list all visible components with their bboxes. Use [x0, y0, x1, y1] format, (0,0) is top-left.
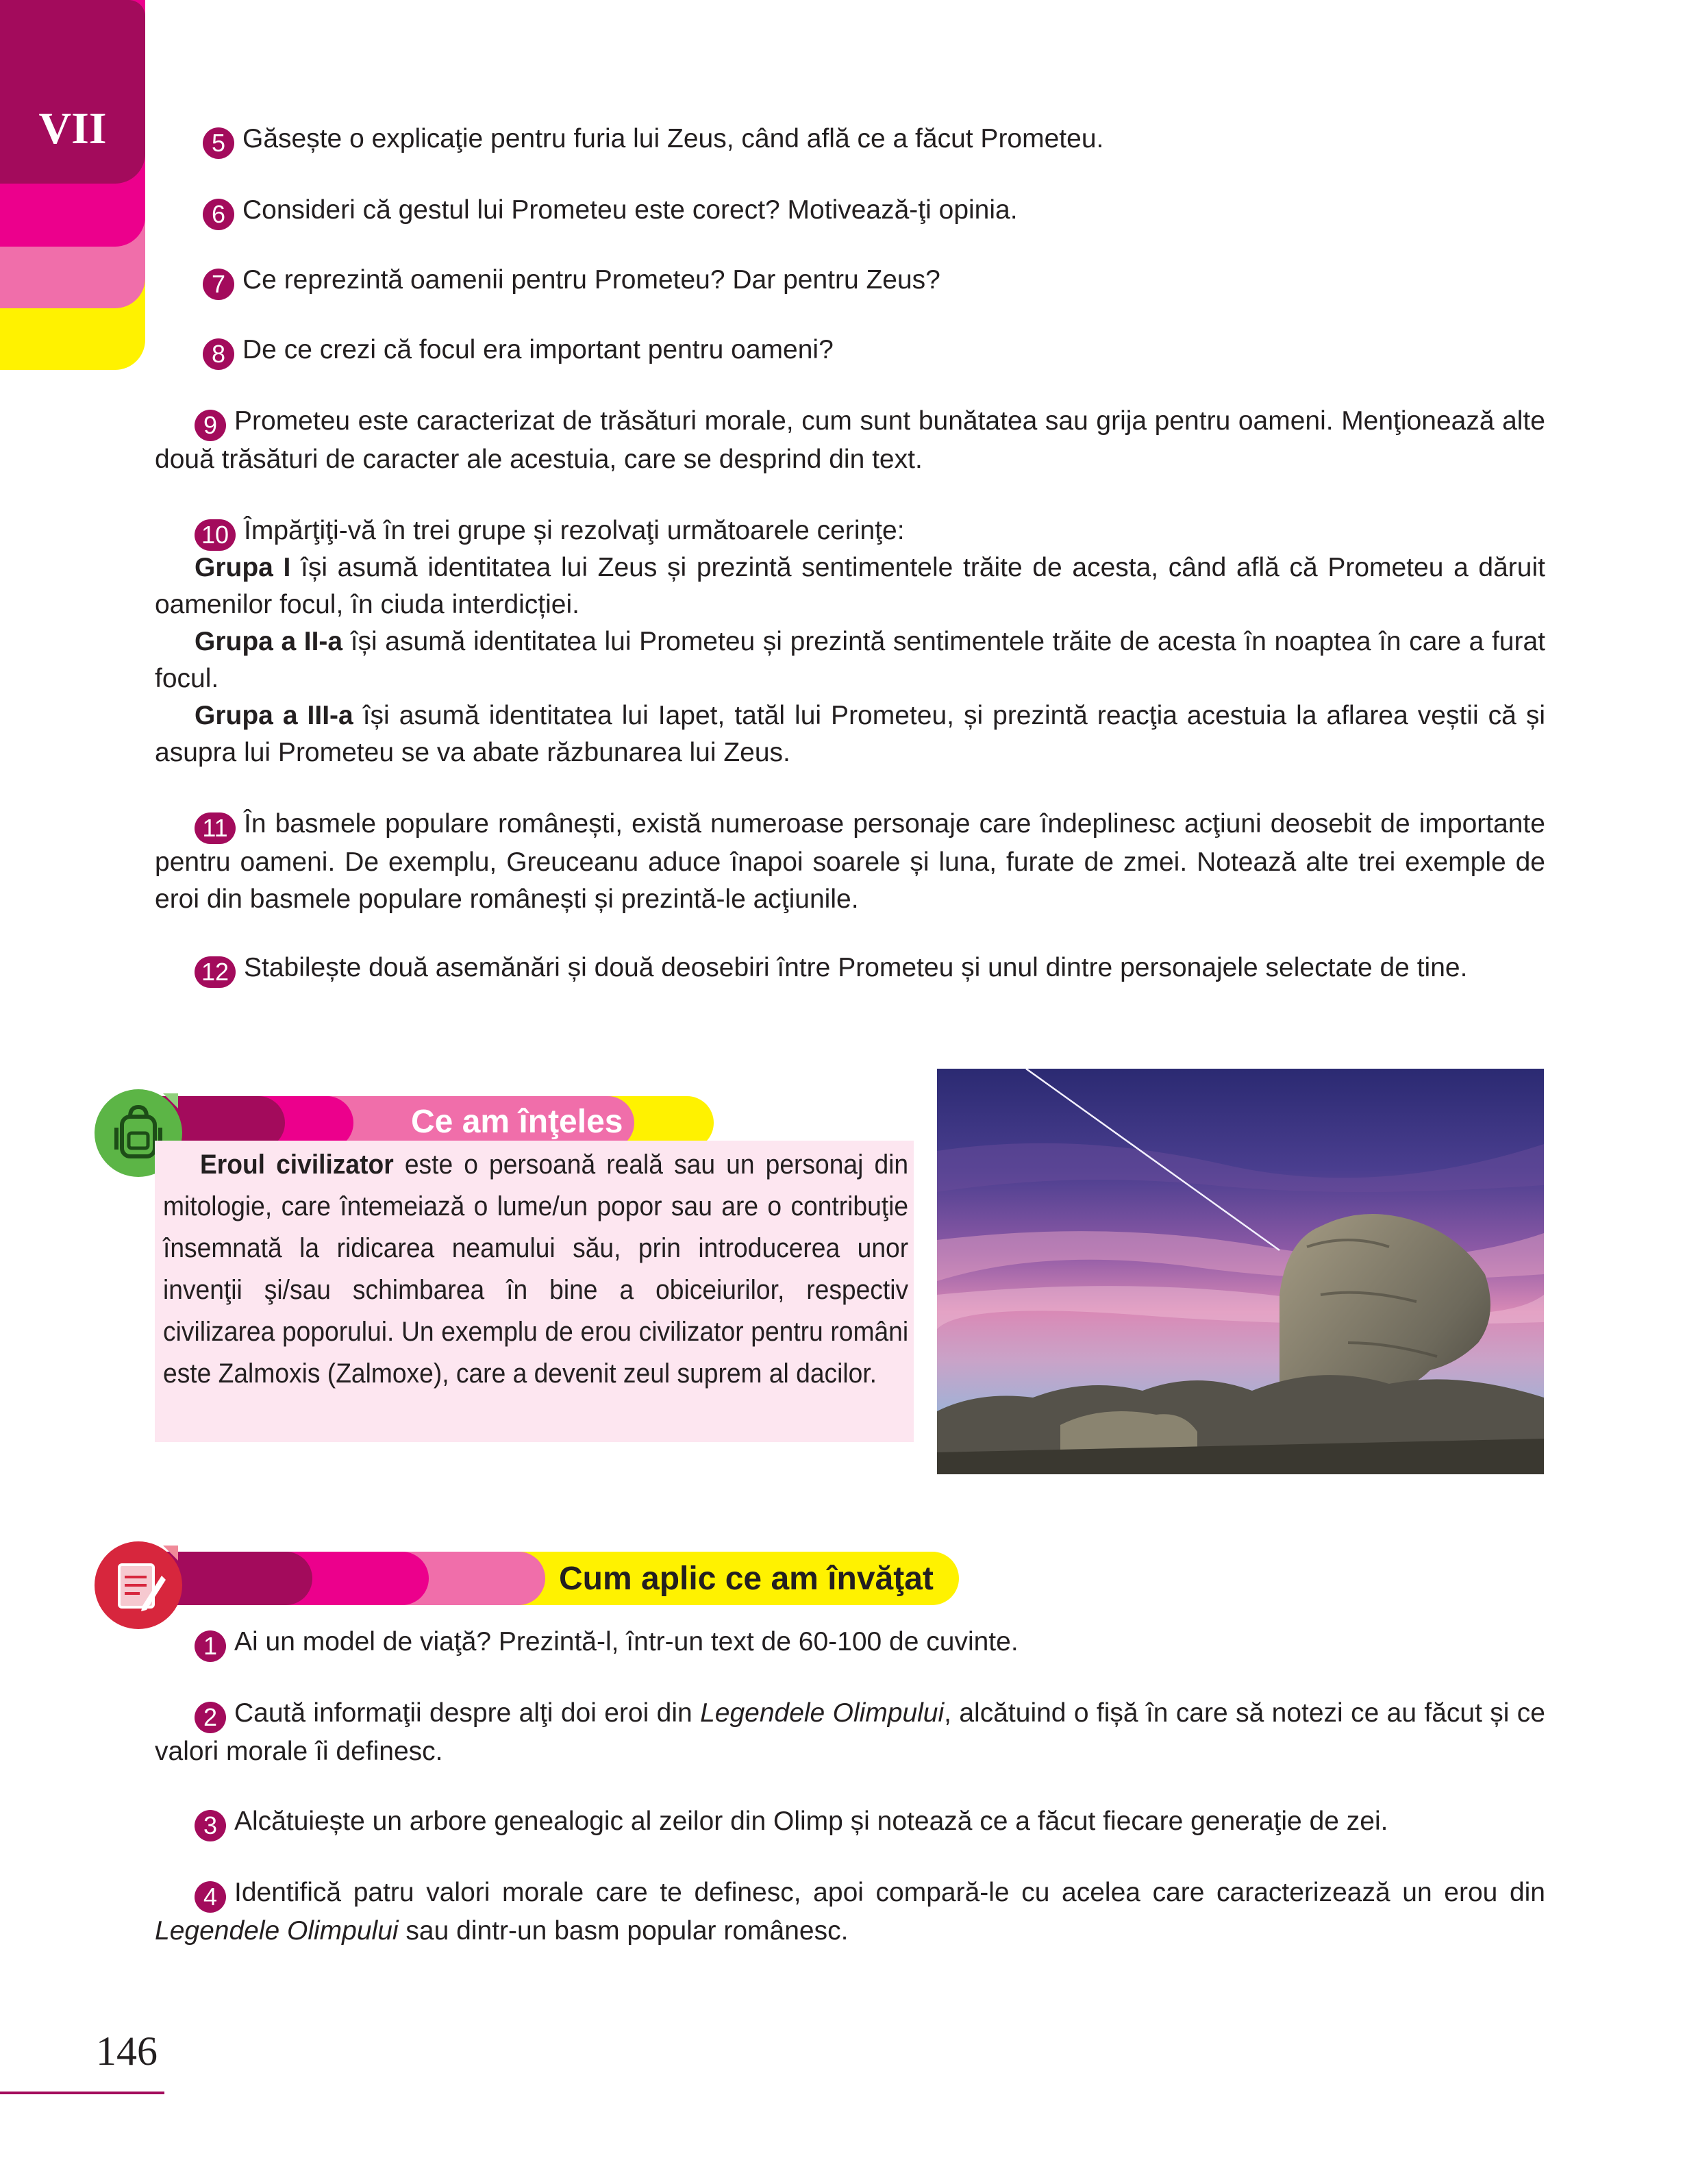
- group-1: [155, 549, 1545, 623]
- apply-item-1: [155, 1624, 1545, 1662]
- question-text: În basmele populare românești, există numeroase personaje care îndeplinesc acţiuni deosebit de importante pentru oameni. De exemplu, Greuceanu aduce înapoi soarele și luna, furate de zmei. Notează alte trei exemple de eroi din basmele populare românești și prezintă-le acţiunile.: [155, 809, 1545, 914]
- apply-item-2: [155, 1695, 1545, 1770]
- group-text: își asumă identitatea lui Prometeu și prezintă sentimentele trăite de acesta în noaptea în care a furat focul.: [155, 627, 1546, 693]
- question-10: [155, 512, 1545, 551]
- question-text: Împărţiţi-vă în trei grupe și rezolvaţi următoarele cerinţe:: [244, 516, 905, 545]
- book-title: Legendele Olimpului: [700, 1698, 945, 1728]
- question-8: [203, 332, 1593, 370]
- question-number: 3: [195, 1810, 226, 1841]
- group-text: își asumă identitatea lui Iapet, tatăl lui Prometeu, și prezintă reacţia acestuia la aflarea veștii că și asupra lui Prometeu se va abate răzbunarea lui Zeus.: [155, 701, 1545, 767]
- apply-item-3: [155, 1803, 1545, 1841]
- question-number: 11: [195, 812, 236, 844]
- chapter-number: VII: [38, 103, 107, 153]
- question-number: 4: [195, 1881, 226, 1913]
- question-text: Alcătuiește un arbore genealogic al zeilor din Olimp și notează ce a făcut fiecare generaţie de zei.: [234, 1807, 1388, 1836]
- question-text: Identifică patru valori morale care te definesc, apoi compară-le cu acelea care caracterizează un erou din: [234, 1878, 1545, 1907]
- question-9: [155, 403, 1545, 478]
- group-3: [155, 697, 1545, 771]
- question-text: , alcătuind o fișă în care să notezi ce au făcut și ce valori morale îi definesc.: [155, 1698, 1546, 1766]
- question-text: Caută informaţii despre alţi doi eroi din: [234, 1698, 701, 1728]
- question-12: [155, 950, 1545, 988]
- question-number: 8: [203, 338, 234, 370]
- group-label: Grupa a II-a: [195, 627, 343, 656]
- question-text: Prometeu este caracterizat de trăsături morale, cum sunt bunătatea sau grija pentru oameni. Menţionează alte două trăsături de caracter ale acestuia, care se desprind din text.: [155, 406, 1545, 474]
- sphinx-rock-photo: [937, 1069, 1544, 1474]
- question-text: sau dintr-un basm popular românesc.: [398, 1916, 849, 1946]
- question-number: 5: [203, 127, 234, 159]
- understood-text: [163, 1144, 908, 1395]
- question-5: [203, 121, 1593, 159]
- question-number: 1: [195, 1630, 226, 1662]
- question-text: Ce reprezintă oamenii pentru Prometeu? Dar pentru Zeus?: [242, 265, 940, 295]
- page-number: 146: [96, 2028, 158, 2074]
- apply-item-4: [155, 1874, 1545, 1950]
- understood-title: Ce am înţeles: [411, 1104, 623, 1140]
- question-number: 12: [195, 956, 236, 988]
- question-text: Găsește o explicaţie pentru furia lui Zeus, când află ce a făcut Prometeu.: [242, 124, 1104, 153]
- group-label: Grupa I: [195, 553, 291, 582]
- question-number: 6: [203, 199, 234, 230]
- group-text: își asumă identitatea lui Zeus și prezintă sentimentele trăite de acesta, când află că Prometeu a dăruit oamenilor focul, în ciuda interdicției.: [155, 553, 1545, 619]
- question-6: [203, 192, 1593, 230]
- question-number: 9: [195, 410, 226, 441]
- chapter-tab-dark: [0, 0, 145, 184]
- question-text: De ce crezi că focul era important pentru oameni?: [242, 335, 834, 364]
- page-rule: [0, 2092, 164, 2094]
- group-2: [155, 623, 1545, 697]
- question-text: Stabilește două asemănări și două deosebiri între Prometeu și unul dintre personajele selectate de tine.: [244, 953, 1468, 982]
- understood-definition: este o persoană reală sau un personaj din mitologie, care întemeiază o lume/un popor sau are o contribuţie însemnată la ridicarea neamului său, prin introducerea unor invenţii şi/sau schimbarea în bine a obiceiurilor, respectiv civilizarea poporului. Un exemplu de erou civilizator pentru români este Zalmoxis (Zalmoxe), care a devenit zeul suprem al dacilor.: [163, 1150, 909, 1389]
- question-text: Ai un model de viaţă? Prezintă-l, într-un text de 60-100 de cuvinte.: [234, 1627, 1019, 1656]
- apply-title: Cum aplic ce am învăţat: [559, 1561, 934, 1597]
- book-title: Legendele Olimpului: [155, 1916, 399, 1946]
- group-label: Grupa a III-a: [195, 701, 353, 730]
- question-11: [155, 806, 1545, 918]
- question-text: Consideri că gestul lui Prometeu este corect? Motivează-ţi opinia.: [242, 195, 1018, 225]
- understood-term: Eroul civilizator: [199, 1150, 394, 1180]
- question-number: 7: [203, 269, 234, 300]
- notepad-icon: [95, 1541, 182, 1629]
- question-number: 10: [195, 519, 236, 551]
- question-number: 2: [195, 1702, 226, 1733]
- question-7: [203, 262, 1593, 300]
